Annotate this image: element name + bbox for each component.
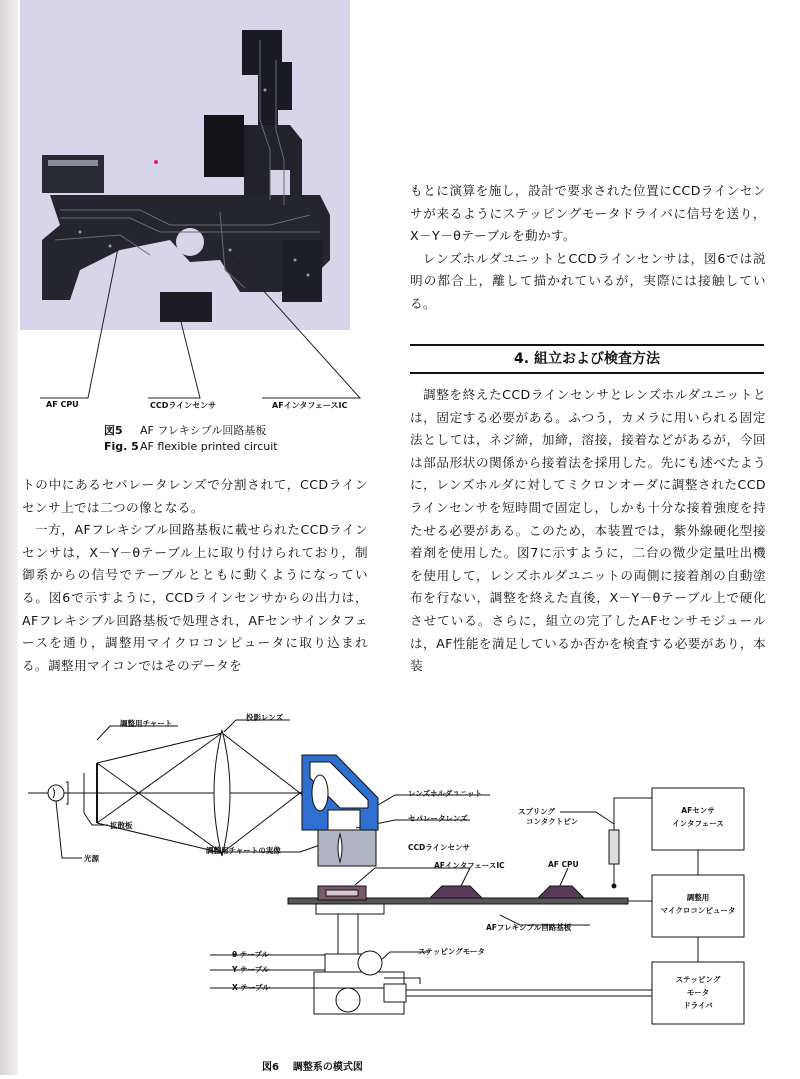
fig6-label-spring-1: スプリング [518,807,556,816]
right-column-bottom-text [410,384,766,678]
fig5-caption-en-num: Fig. 5 [104,440,139,453]
lens-holder-unit-shape [302,755,378,866]
fig6-label-projection-lens: 投影レンズ [246,713,284,722]
fig6-caption [262,1058,363,1073]
fig6-label-spring-2: コンタクトピン [526,817,579,826]
fig6-caption-text: 調整系の模式図 [292,1062,363,1073]
fig5-caption-jp [104,422,266,438]
fig6-label-flex: AFフレキシブル回路基板 [486,923,572,932]
left-paragraph-2: 一方，AFフレキシブル回路基板に載せられたCCDラインセンサは，X－Y－θテーブル上に取り付けられており，制御系からの信号でテーブルとともに動くようになっている。図6で示すように，CCDラインセンサからの出力は，AFフレキシブル回路基板で処理され，AFセンサインタフェースを通り，調整用マイクロコンピュータに取り込まれる。調整用マイコンではそのデータを [22,522,368,673]
fig5-label-af-cpu: AF CPU [46,400,79,409]
fig6-label-ccd: CCDラインセンサ [408,843,471,852]
box-af-sensor-interface-line1: AFセンサ [681,806,715,815]
fig6-label-af-ic: AFインタフェースIC [434,861,505,870]
fig6-label-lens-holder-unit: レンズホルダユニット [408,789,482,798]
box-af-sensor-interface-line2: インタフェース [672,819,724,828]
fig5-label-af-ic: AFインタフェースIC [272,401,348,410]
right-bottom-paragraph-1: 調整を終えたCCDラインセンサとレンズホルダユニットとは，固定する必要がある。ふつう，カメラに用いられる固定法としては，ネジ締，加締，溶接，接着などがあるが，今回は部品形状の関係から接着法を採用した。先にも述べたように，レンズホルダに対してミクロンオーダに調整されたCCDラインセンサを短時間で固定し，しかも十分な接着強度を持たせる必要がある。このため，本装置では，紫外線硬化型接着剤を使用した。図7に示すように，二台の微少定量吐出機を使用して，レンズホルダユニットの両側に接着剤の自動塗布を行ない，調整を終えた直後，X－Y－θテーブル上で硬化させている。さらに，組立の完了したAFセンサモジュールは，AF性能を満足しているか否かを検査する必要があり，本装 [410,387,766,674]
fig5-label-ccd: CCDラインセンサ [150,401,217,410]
fig6-label-separator-lens: セパレータレンズ [408,814,468,823]
box-driver-line1: ステッピング [675,975,721,984]
left-column-text [22,474,368,677]
fig6-label-af-cpu: AF CPU [548,860,579,869]
section-heading: 4. 組立および検査方法 [410,344,764,374]
fig5-caption-jp-num: 図5 [104,424,123,437]
fig6-label-light-source: 光源 [84,854,99,863]
box-stepping-motor-driver [652,973,744,1012]
fig6-label-theta-table: θ テーブル [232,950,270,959]
fig6-label-chart-image: 調整用チャートの実像 [206,846,281,855]
right-column-top-text [410,180,766,316]
fig6-label-diffuser: 拡散板 [110,821,133,830]
figure6-diagram [0,700,800,1075]
box-af-sensor-interface [652,804,744,830]
fig5-caption-en-text: AF flexible printed circuit [140,440,278,453]
box-micro-computer-line2: マイクロコンピュータ [660,906,736,915]
box-micro-computer [652,891,744,917]
right-top-paragraph-1: もとに演算を施し，設計で要求された位置にCCDラインセンサが来るようにステッピングモータドライバに信号を送り，X－Y－θテーブルを動かす。 [410,183,766,244]
right-top-paragraph-2: レンズホルダユニットとCCDラインセンサは，図6では説明の都合上，離して描かれているが，実際には接触している。 [410,250,766,311]
fig6-label-chart: 調整用チャート [120,719,173,728]
left-paragraph-1: トの中にあるセパレータレンズで分割されて，CCDラインセンサ上では二つの像となる。 [22,477,368,515]
fig6-label-y-table: Y テーブル [232,965,270,974]
fig5-caption-jp-text: AF フレキシブル回路基板 [140,424,267,437]
fig6-caption-num: 図6 [262,1062,279,1073]
box-driver-line2: モータ [686,988,710,997]
fig5-caption-en [104,440,278,453]
box-micro-computer-line1: 調整用 [686,893,710,902]
fig6-label-stepping-motor: ステッピングモータ [418,947,485,956]
fig6-label-x-table: X テーブル [232,983,270,992]
box-driver-line3: ドライバ [683,1001,713,1010]
